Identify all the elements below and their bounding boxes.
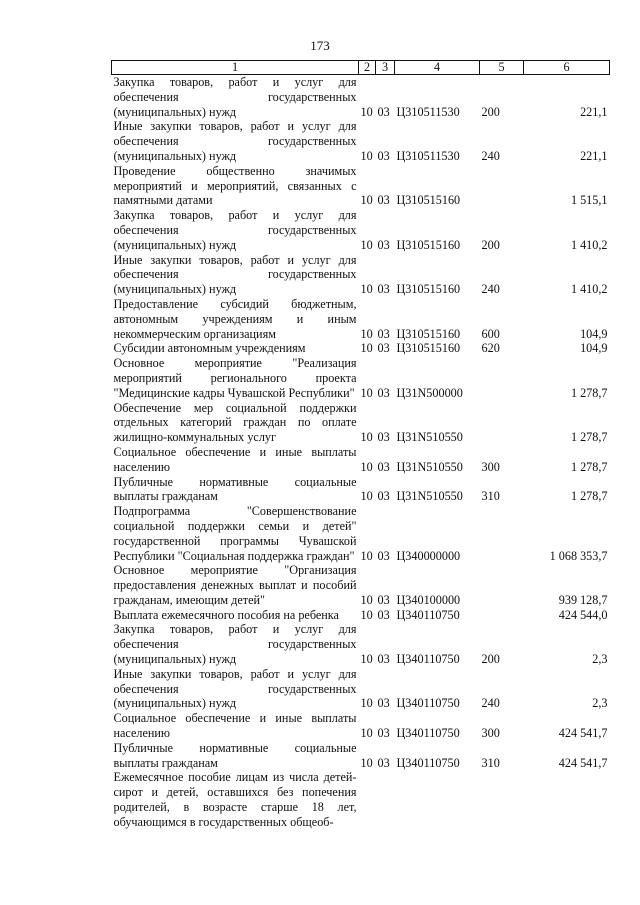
section-code: 10 — [360, 726, 373, 741]
expense-type-code: 310 — [481, 755, 500, 770]
expense-type-code: 620 — [481, 341, 500, 356]
item-name: Ежемесячное пособие лицам из числа детей-сирот и детей, оставшихся без попечения родителей, в возрасте старше 18 лет, обучающимся в государственных общеоб- — [113, 770, 357, 829]
item-name: Основное мероприятие "Реализация мероприятий регионального проекта "Медицинские кадры Чувашской Республики" — [113, 356, 357, 400]
target-article-code: Ц310515160 — [396, 237, 461, 252]
amount: 1 068 353,7 — [549, 548, 608, 563]
header-col-5: 5 — [480, 61, 524, 75]
item-name: Иные закупки товаров, работ и услуг для обеспечения государственных (муниципальных) нужд — [113, 252, 357, 297]
section-code: 10 — [360, 282, 373, 297]
budget-table — [111, 60, 610, 830]
table-body — [112, 75, 610, 830]
table-row — [112, 770, 610, 829]
section-code: 10 — [360, 193, 373, 208]
item-name: Закупка товаров, работ и услуг для обеспечения государственных (муниципальных) нужд — [113, 622, 357, 667]
subsection-code: 03 — [377, 282, 390, 297]
subsection-code — [376, 770, 395, 829]
table-row — [112, 208, 610, 252]
target-article-code: Ц340110750 — [396, 652, 460, 667]
table-row — [112, 119, 610, 163]
target-article-code: Ц340110750 — [396, 696, 460, 711]
expense-type-code: 200 — [481, 104, 500, 119]
target-article-code: Ц310515160 — [396, 341, 461, 356]
item-name: Социальное обеспечение и иные выплаты населению — [113, 711, 357, 741]
amount: 104,9 — [580, 341, 608, 356]
table-row — [112, 75, 610, 120]
amount: 424 541,7 — [558, 755, 608, 770]
amount: 1 410,2 — [570, 237, 608, 252]
amount: 1 278,7 — [570, 385, 608, 400]
section-code: 10 — [360, 652, 373, 667]
subsection-code: 03 — [377, 726, 390, 741]
header-col-4: 4 — [395, 61, 480, 75]
expense-type-code: 240 — [481, 696, 500, 711]
expense-type-code: 300 — [481, 459, 500, 474]
table-row — [112, 401, 610, 445]
target-article-code: Ц31N510550 — [396, 430, 463, 445]
section-code: 10 — [360, 148, 373, 163]
item-name: Закупка товаров, работ и услуг для обеспечения государственных (муниципальных) нужд — [113, 75, 357, 119]
header-col-1: 1 — [112, 61, 359, 75]
expense-type-code: 200 — [481, 237, 500, 252]
table-row — [112, 356, 610, 400]
table-row — [112, 475, 610, 505]
item-name: Публичные нормативные социальные выплаты гражданам — [113, 474, 357, 504]
section-code: 10 — [360, 385, 373, 400]
expense-type-code — [480, 356, 524, 400]
section-code: 10 — [360, 548, 373, 563]
target-article-code: Ц310511530 — [396, 148, 460, 163]
table-row — [112, 445, 610, 475]
amount: 1 278,7 — [570, 430, 608, 445]
item-name: Проведение общественно значимых мероприятий и мероприятий, связанных с памятными датами — [113, 163, 357, 208]
subsection-code: 03 — [377, 607, 390, 622]
item-name: Социальное обеспечение и иные выплаты населению — [113, 444, 357, 474]
table-row — [112, 504, 610, 563]
target-article-code: Ц31N510550 — [396, 489, 463, 504]
subsection-code: 03 — [377, 148, 390, 163]
amount: 104,9 — [580, 326, 608, 341]
expense-type-code: 240 — [481, 282, 500, 297]
target-article-code: Ц340110750 — [396, 726, 460, 741]
subsection-code: 03 — [377, 193, 390, 208]
section-code: 10 — [360, 489, 373, 504]
expense-type-code: 600 — [481, 326, 500, 341]
target-article-code: Ц310515160 — [396, 326, 461, 341]
table-row — [112, 622, 610, 666]
item-name: Основное мероприятие "Организация предоставления денежных выплат и пособий гражданам, имеющим детей" — [113, 563, 357, 607]
target-article-code: Ц340000000 — [396, 548, 461, 563]
table-row — [112, 563, 610, 607]
section-code: 10 — [360, 341, 373, 356]
amount: 1 515,1 — [570, 193, 608, 208]
subsection-code: 03 — [377, 104, 390, 119]
subsection-code: 03 — [377, 385, 390, 400]
amount: 424 544,0 — [558, 607, 608, 622]
table-row — [112, 253, 610, 297]
section-code: 10 — [360, 592, 373, 607]
target-article-code: Ц31N510550 — [396, 459, 463, 474]
amount: 1 278,7 — [570, 459, 608, 474]
section-code: 10 — [360, 607, 373, 622]
expense-type-code — [480, 770, 524, 829]
amount: 939 128,7 — [558, 592, 608, 607]
expense-type-code: 300 — [481, 726, 500, 741]
section-code: 10 — [360, 459, 373, 474]
header-col-6: 6 — [524, 61, 610, 75]
expense-type-code — [480, 608, 524, 623]
target-article-code: Ц310511530 — [396, 104, 460, 119]
subsection-code: 03 — [377, 430, 390, 445]
expense-type-code: 200 — [481, 652, 500, 667]
item-name: Предоставление субсидий бюджетным, автономным учреждениям и иным некоммерческим организациям — [113, 296, 357, 341]
amount: 2,3 — [592, 696, 608, 711]
amount: 221,1 — [580, 148, 608, 163]
item-name: Закупка товаров, работ и услуг для обеспечения государственных (муниципальных) нужд — [113, 208, 357, 252]
expense-type-code — [480, 401, 524, 445]
item-name: Выплата ежемесячного пособия на ребенка — [113, 607, 339, 622]
item-name: Иные закупки товаров, работ и услуг для обеспечения государственных (муниципальных) нужд — [113, 666, 357, 711]
amount: 424 541,7 — [558, 726, 608, 741]
target-article-code: Ц340110750 — [396, 607, 460, 622]
table-row — [112, 164, 610, 208]
table-header — [112, 61, 610, 75]
amount — [524, 770, 610, 829]
expense-type-code — [480, 563, 524, 607]
item-name: Подпрограмма "Совершенствование социальной поддержки семьи и детей" государственной программы Чувашской Республики "Социальная поддержка граждан" — [113, 504, 357, 563]
amount: 1 278,7 — [570, 489, 608, 504]
target-article-code: Ц31N500000 — [396, 385, 463, 400]
table-row — [112, 341, 610, 356]
section-code: 10 — [360, 326, 373, 341]
subsection-code: 03 — [377, 489, 390, 504]
expense-type-code: 240 — [481, 148, 500, 163]
section-code: 10 — [360, 430, 373, 445]
page-number: 173 — [310, 38, 330, 53]
target-article-code: Ц310515160 — [396, 282, 461, 297]
table-row — [112, 297, 610, 341]
amount: 1 410,2 — [570, 282, 608, 297]
section-code — [359, 770, 376, 829]
subsection-code: 03 — [377, 548, 390, 563]
subsection-code: 03 — [377, 592, 390, 607]
table-row — [112, 667, 610, 711]
subsection-code: 03 — [377, 459, 390, 474]
section-code: 10 — [360, 237, 373, 252]
amount: 221,1 — [580, 104, 608, 119]
section-code: 10 — [360, 104, 373, 119]
expense-type-code: 310 — [481, 489, 500, 504]
item-name: Субсидии автономным учреждениям — [113, 341, 306, 356]
amount: 2,3 — [592, 652, 608, 667]
section-code: 10 — [360, 696, 373, 711]
target-article-code: Ц340100000 — [396, 592, 461, 607]
section-code: 10 — [360, 755, 373, 770]
table-row — [112, 741, 610, 771]
target-article-code — [395, 770, 480, 829]
table-row — [112, 608, 610, 623]
subsection-code: 03 — [377, 237, 390, 252]
subsection-code: 03 — [377, 652, 390, 667]
target-article-code: Ц310515160 — [396, 193, 461, 208]
item-name: Иные закупки товаров, работ и услуг для обеспечения государственных (муниципальных) нужд — [113, 119, 357, 163]
expense-type-code — [480, 504, 524, 563]
table-row — [112, 711, 610, 741]
subsection-code: 03 — [377, 341, 390, 356]
item-name: Публичные нормативные социальные выплаты гражданам — [113, 740, 357, 770]
expense-type-code — [480, 164, 524, 208]
target-article-code: Ц340110750 — [396, 755, 460, 770]
header-row — [112, 61, 610, 75]
header-col-3: 3 — [376, 61, 395, 75]
item-name: Обеспечение мер социальной поддержки отдельных категорий граждан по оплате жилищно-коммунальных услуг — [113, 400, 357, 445]
header-col-2: 2 — [359, 61, 376, 75]
subsection-code: 03 — [377, 696, 390, 711]
subsection-code: 03 — [377, 755, 390, 770]
subsection-code: 03 — [377, 326, 390, 341]
